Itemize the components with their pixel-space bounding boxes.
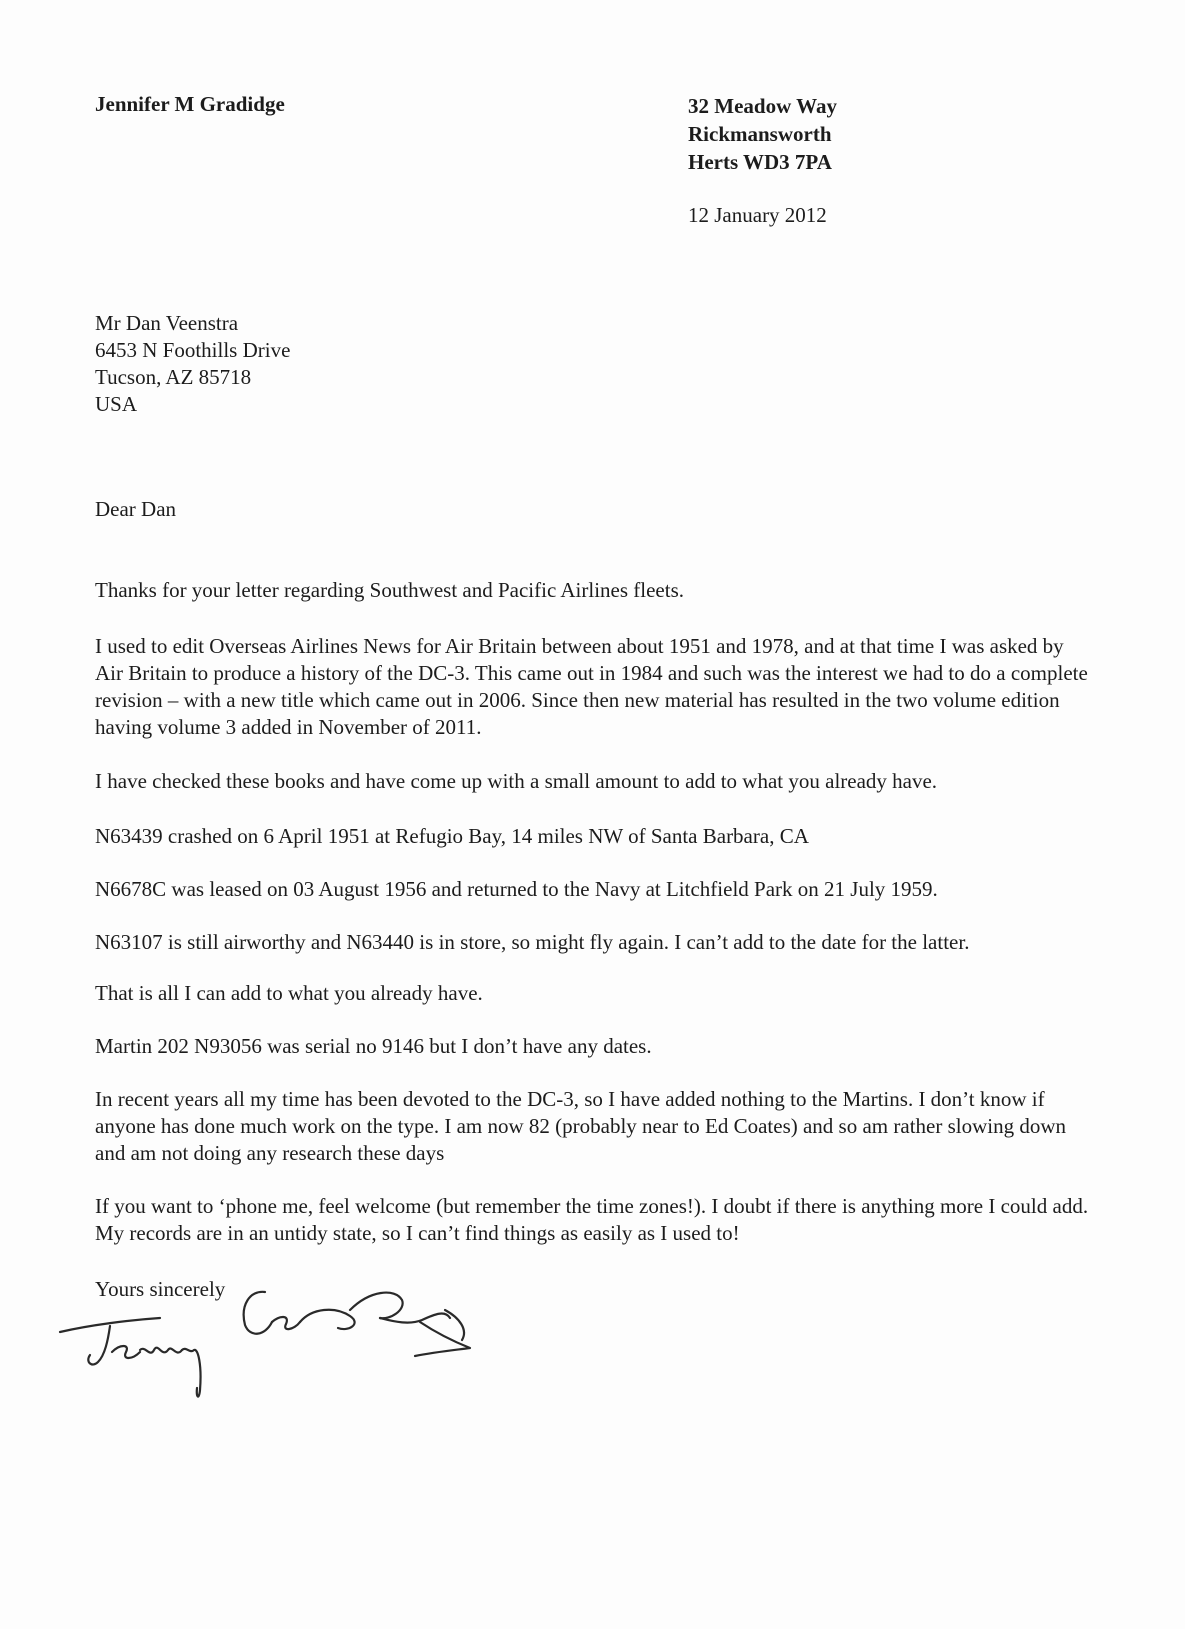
signature-stroke (182, 1349, 201, 1397)
signature-stroke (88, 1326, 110, 1364)
signature-stroke (272, 1317, 300, 1329)
signature-stroke (244, 1292, 272, 1334)
letter-date: 12 January 2012 (688, 203, 827, 227)
salutation: Dear Dan (95, 497, 177, 521)
body-paragraph: I have checked these books and have come up with a small amount to add to what you already have. (95, 769, 938, 793)
signature-image (50, 1270, 500, 1410)
sender-address (688, 92, 837, 176)
sender-name: Jennifer M Gradidge (95, 92, 285, 116)
body-paragraph: N63439 crashed on 6 April 1951 at Refugio Bay, 14 miles NW of Santa Barbara, CA (95, 824, 809, 848)
recipient-line: USA (95, 392, 138, 416)
body-paragraph: In recent years all my time has been devoted to the DC-3, so I have added nothing to the Martins. I don’t know if anyone has done much work on the type. I am now 82 (probably near to Ed Coates) and so am rather slowing down and am not doing any research these days (95, 1087, 1067, 1165)
signature-stroke (300, 1310, 355, 1329)
sender-address-line: Herts WD3 7PA (688, 150, 832, 174)
signature-stroke (112, 1346, 140, 1358)
sender-address-line: Rickmansworth (688, 122, 832, 146)
closing: Yours sincerely (95, 1277, 226, 1301)
sender-address-line: 32 Meadow Way (688, 94, 837, 118)
signature-stroke (350, 1293, 403, 1319)
signature-stroke (380, 1314, 450, 1323)
body-paragraph: That is all I can add to what you already have. (95, 981, 483, 1005)
signature-stroke (140, 1348, 182, 1353)
recipient-line: 6453 N Foothills Drive (95, 338, 291, 362)
recipient-address (95, 310, 290, 418)
body-paragraph: Martin 202 N93056 was serial no 9146 but I don’t have any dates. (95, 1034, 652, 1058)
body-paragraph: N63107 is still airworthy and N63440 is in store, so might fly again. I can’t add to the date for the latter. (95, 930, 970, 954)
body-paragraph: N6678C was leased on 03 August 1956 and returned to the Navy at Litchfield Park on 21 July 1959. (95, 877, 938, 901)
body-paragraph: I used to edit Overseas Airlines News for Air Britain between about 1951 and 1978, and at that time I was asked by Air Britain to produce a history of the DC-3. This came out in 1984 and such was the interest we had to do a complete revision – with a new title which came out in 2006. Since then new material has resulted in the two volume edition having volume 3 added in November of 2011. (95, 634, 1088, 739)
recipient-line: Tucson, AZ 85718 (95, 365, 252, 389)
recipient-line: Mr Dan Veenstra (95, 311, 239, 335)
body-paragraph: Thanks for your letter regarding Southwest and Pacific Airlines fleets. (95, 578, 685, 602)
body-paragraph: If you want to ‘phone me, feel welcome (but remember the time zones!). I doubt if there is anything more I could add. My records are in an untidy state, so I can’t find things as easily as I used to! (95, 1194, 1089, 1245)
